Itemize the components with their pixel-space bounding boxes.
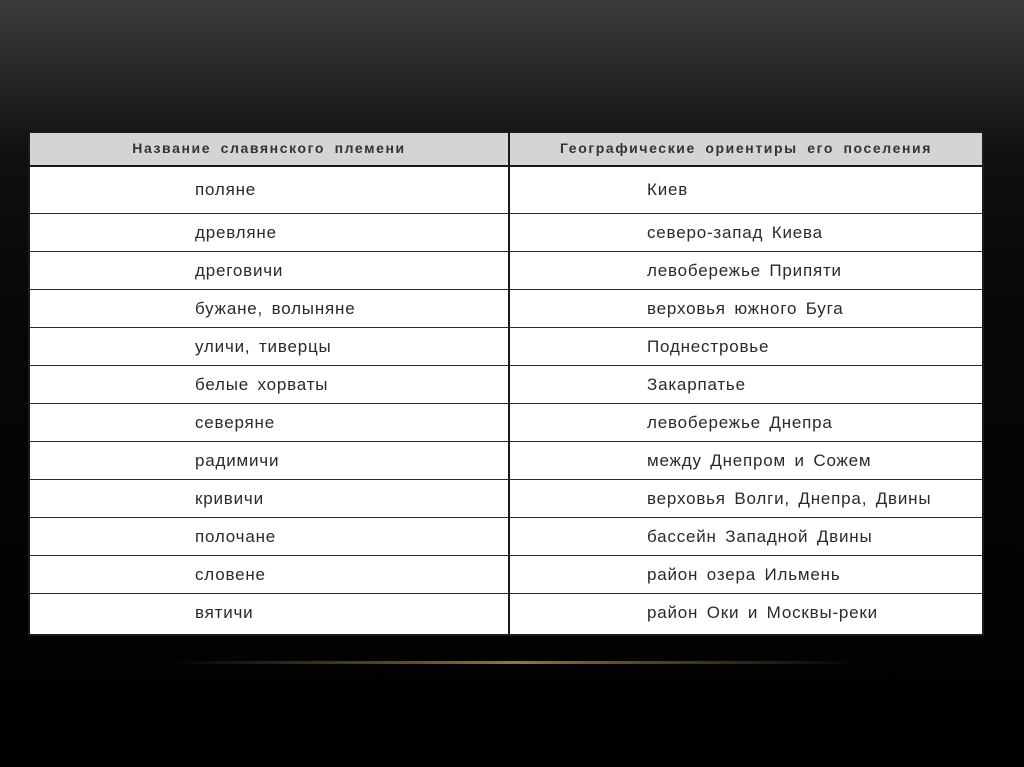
tribe-name: словене: [195, 564, 266, 584]
table-row: [30, 442, 982, 480]
table-row: [30, 290, 982, 328]
tribe-name: поляне: [195, 180, 257, 199]
table-row: [30, 252, 982, 290]
table-row: [30, 480, 982, 518]
header-tribe-name: Название славянского племени: [132, 140, 406, 156]
settlement-landmark: бассейн Западной Двины: [647, 526, 873, 546]
tribe-name: бужане, волыняне: [195, 298, 356, 318]
tribe-name: полочане: [195, 526, 277, 546]
settlement-landmark: верховья Волги, Днепра, Двины: [647, 488, 932, 508]
table-row: [30, 328, 982, 366]
table-row: [30, 556, 982, 594]
decorative-glow-divider: [170, 661, 860, 664]
table-row: [30, 167, 982, 214]
tribe-name: вятичи: [195, 603, 254, 622]
settlement-landmark: верховья южного Буга: [647, 298, 844, 318]
settlement-landmark: район Оки и Москвы-реки: [647, 603, 878, 622]
settlement-landmark: Закарпатье: [647, 374, 746, 394]
table-row: [30, 214, 982, 252]
tribe-name: северяне: [195, 412, 275, 432]
table-header: [30, 133, 982, 167]
tribe-name: дреговичи: [195, 260, 284, 280]
table-row: [30, 518, 982, 556]
settlement-landmark: левобережье Днепра: [647, 412, 833, 432]
tribe-name: уличи, тиверцы: [195, 336, 332, 356]
settlement-landmark: между Днепром и Сожем: [647, 450, 872, 470]
tribe-name: радимичи: [195, 450, 280, 470]
table-row: [30, 404, 982, 442]
settlement-landmark: Киев: [647, 180, 689, 199]
tribe-name: кривичи: [195, 488, 264, 508]
settlement-landmark: левобережье Припяти: [647, 260, 842, 280]
tribes-table: [28, 131, 984, 636]
table-row: [30, 594, 982, 632]
tribe-name: древляне: [195, 222, 277, 242]
tribe-name: белые хорваты: [195, 374, 329, 394]
settlement-landmark: северо-запад Киева: [647, 222, 823, 242]
settlement-landmark: Поднестровье: [647, 336, 770, 356]
header-geographic-landmarks: Географические ориентиры его поселения: [559, 140, 932, 156]
settlement-landmark: район озера Ильмень: [647, 564, 841, 584]
table-row: [30, 366, 982, 404]
